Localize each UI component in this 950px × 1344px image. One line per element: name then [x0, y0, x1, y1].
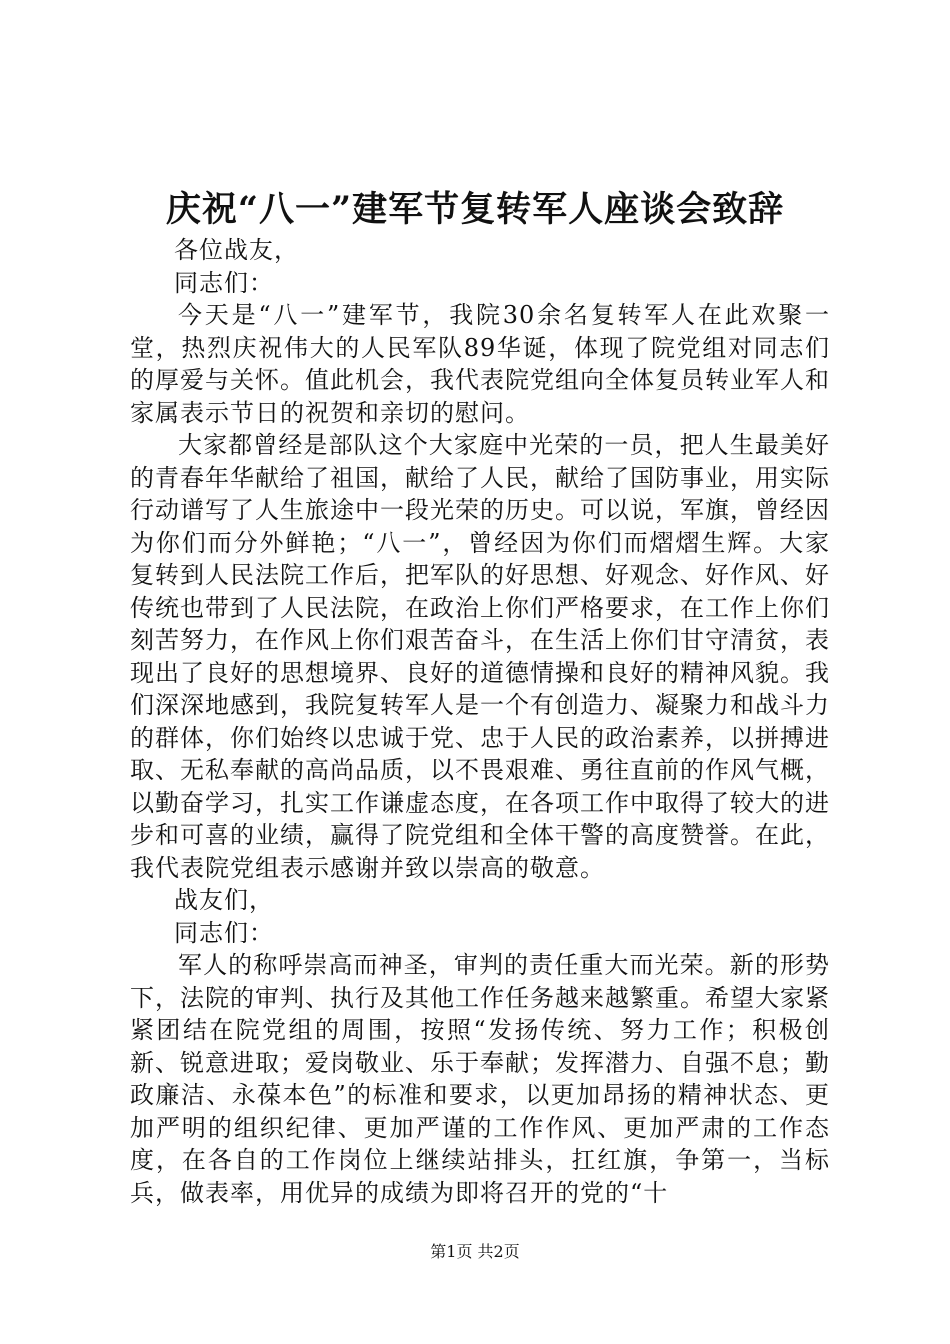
salutation-line: 各位战友，: [174, 236, 299, 264]
body-paragraph: 今天是“八一”建军节，我院30余名复转军人在此欢聚一堂，热烈庆祝伟大的人民军队89华诞，体现了院党组对同志们的厚爱与关怀。值此机会，我代表院党组向全体复员转业军人和家属表示节日的祝贺和亲切的慰问。: [130, 301, 830, 427]
document-body: [130, 234, 830, 1209]
salutation-line: 战友们，: [174, 886, 274, 914]
body-paragraph: 军人的称呼崇高而神圣，审判的责任重大而光荣。新的形势下，法院的审判、执行及其他工作任务越来越繁重。希望大家紧紧团结在院党组的周围，按照“发扬传统、努力工作；积极创新、锐意进取；爱岗敬业、乐于奉献；发挥潜力、自强不息；勤政廉洁、永葆本色”的标准和要求，以更加昂扬的精神状态、更加严明的组织纪律、更加严谨的工作作风、更加严肃的工作态度，在各自的工作岗位上继续站排头，扛红旗，争第一，当标兵，做表率，用优异的成绩为即将召开的党的“十: [130, 951, 830, 1207]
salutation-line: 同志们：: [174, 268, 274, 297]
document-title: 庆祝“八一”建军节复转军人座谈会致辞: [165, 189, 785, 230]
page-number-footer: 第1页 共2页: [430, 1242, 520, 1261]
body-paragraph: 大家都曾经是部队这个大家庭中光荣的一员，把人生最美好的青春年华献给了祖国，献给了人民，献给了国防事业，用实际行动谱写了人生旅途中一段光荣的历史。可以说，军旗，曾经因为你们而分外鲜艳；“八一”，曾经因为你们而熠熠生辉。大家复转到人民法院工作后，把军队的好思想、好观念、好作风、好传统也带到了人民法院，在政治上你们严格要求，在工作上你们刻苦努力，在作风上你们艰苦奋斗，在生活上你们甘守清贫，表现出了良好的思想境界、良好的道德情操和良好的精神风貌。我们深深地感到，我院复转军人是一个有创造力、凝聚力和战斗力的群体，你们始终以忠诚于党、忠于人民的政治素养，以拼搏进取、无私奉献的高尚品质，以不畏艰难、勇往直前的作风气概，以勤奋学习，扎实工作谦虚态度，在各项工作中取得了较大的进步和可喜的业绩，赢得了院党组和全体干警的高度赞誉。在此，我代表院党组表示感谢并致以崇高的敬意。: [130, 431, 830, 882]
salutation-line: 同志们：: [174, 918, 274, 947]
